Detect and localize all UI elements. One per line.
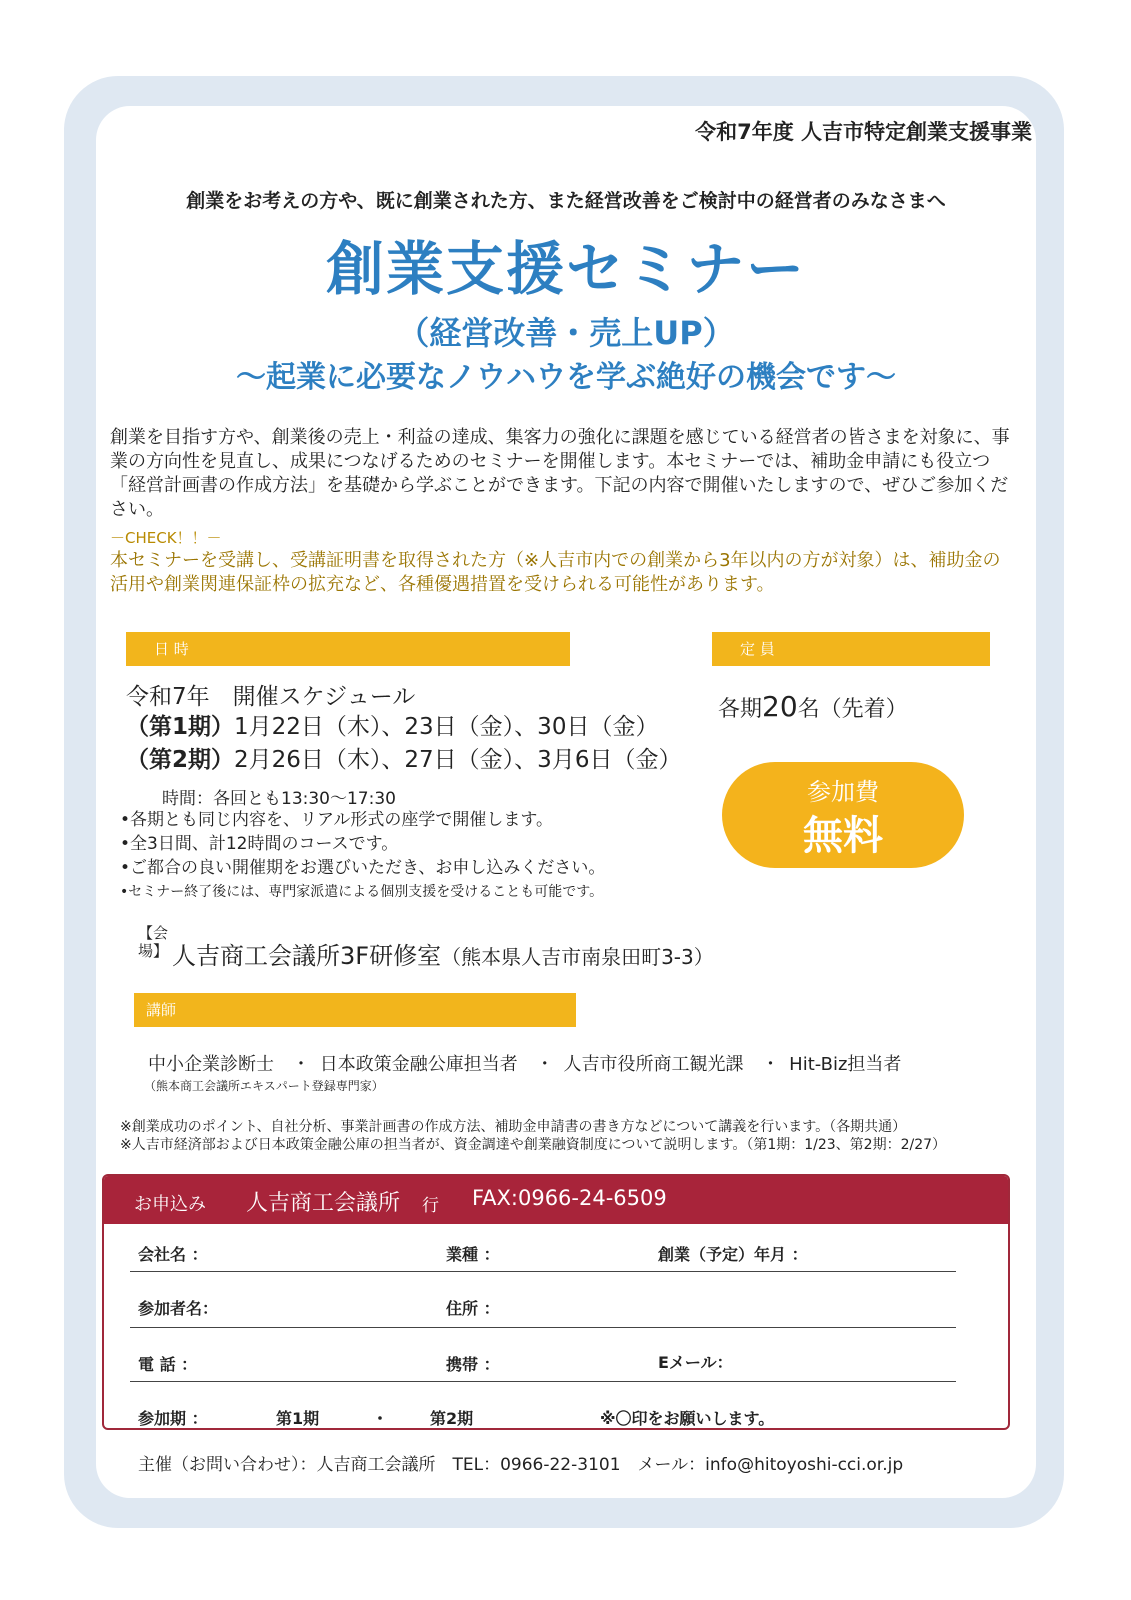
page-subtitle: （経営改善・売上UP） — [397, 314, 735, 352]
organization-line: 令和7年度 人吉市特定創業支援事業 — [695, 120, 1032, 144]
sponsor-contact: 主催（お問い合わせ）：人吉商工会議所 TEL：0966-22-3101 メール：info@hitoyoshi-cci.or.jp — [138, 1455, 904, 1475]
intro-paragraph: 創業を目指す方や、創業後の売上・利益の達成、集客力の強化に課題を感じている経営者の皆さまを対象に、事業の方向性を見直し、成果につなげるためのセミナーを開催します。本セミナーでは、補助金申請にも役立つ「経営計画書の作成方法」を基礎から学ぶことができます。下記の内容で開催いたしますので、ぜひご参加ください。 — [110, 427, 1010, 520]
term2-label: （第2期） — [126, 747, 235, 773]
term1-label: （第1期） — [126, 714, 235, 740]
company-field[interactable]: 会社名 ： — [138, 1245, 208, 1264]
term2-row — [126, 741, 681, 774]
email-field[interactable]: Eメール： — [658, 1353, 733, 1372]
schedule-notes — [120, 808, 605, 904]
fee-label: 参加費 — [807, 778, 879, 806]
fee-value: 無料 — [803, 813, 883, 859]
schedule-note: •ご都合の良い開催期をお選びいただき、お申し込みください。 — [120, 858, 606, 878]
session-time: 時間：各回とも13:30～17:30 — [162, 789, 396, 809]
capacity-prefix: 各期 — [718, 697, 763, 722]
form-header-label: お申込み — [134, 1194, 206, 1215]
form-row-line — [130, 1326, 956, 1328]
catchphrase: ～起業に必要なノウハウを学ぶ絶好の機会です～ — [236, 360, 896, 395]
check-text: 本セミナーを受講し、受講証明書を取得された方（※人吉市内での創業から3年以内の方が対象）は、補助金の活用や創業関連保証枠の拡充など、各種優遇措置を受けられる可能性があります。 — [110, 550, 1001, 595]
application-form — [102, 1174, 1010, 1430]
lecturer-list: 中小企業診断士 ・ 日本政策金融公庫担当者 ・ 人吉市役所商工観光課 ・ Hit-Biz担当者 — [148, 1054, 902, 1075]
lecturer-section-label: 講師 — [134, 993, 576, 1027]
check-heading: －CHECK！！－ — [110, 529, 222, 547]
venue-address: （熊本県人吉市南泉田町3-3） — [441, 945, 714, 969]
schedule-note: •各期とも同じ内容を、リアル形式の座学で開催します。 — [120, 810, 553, 830]
industry-field[interactable]: 業種 ： — [446, 1245, 500, 1264]
form-header-organization: 人吉商工会議所 — [246, 1191, 401, 1216]
page-title: 創業支援セミナー — [325, 235, 806, 303]
capacity-section-label: 定 員 — [712, 632, 990, 666]
form-header — [104, 1176, 1008, 1224]
schedule-note: •セミナー終了後には、専門家派遣による個別支援を受けることも可能です。 — [120, 884, 604, 900]
term2-dates: 2月26日（木）、27日（金）、3月6日（金） — [234, 747, 682, 773]
form-row-line — [130, 1380, 956, 1382]
term-separator: ・ — [372, 1409, 389, 1428]
lecturer-note: （熊本商工会議所エキスパート登録専門家） — [144, 1079, 384, 1093]
term1-dates: 1月22日（木）、23日（金）、30日（金） — [234, 714, 659, 740]
footnote: ※創業成功のポイント、自社分析、事業計画書の作成方法、補助金申請書の書き方などについて講義を行います。（各期共通） — [120, 1119, 907, 1135]
capacity-suffix: 名（先着） — [797, 697, 908, 722]
target-audience: 創業をお考えの方や、既に創業された方、また経営改善をご検討中の経営者のみなさまへ — [186, 190, 946, 212]
term-select-label: 参加期 ： — [138, 1409, 208, 1428]
venue-label: 【会場】 — [138, 924, 169, 960]
term1-option[interactable]: 第1期 — [276, 1409, 320, 1428]
fax-number: FAX:0966-24-6509 — [472, 1186, 667, 1210]
mobile-field[interactable]: 携帯 ： — [446, 1355, 500, 1374]
schedule-heading: 令和7年 開催スケジュール — [126, 684, 416, 710]
schedule-note: •全3日間、計12時間のコースです。 — [120, 834, 399, 854]
footnote: ※人吉市経済部および日本政策金融公庫の担当者が、資金調達や創業融資制度について説明します。（第1期：1/23、第2期：2/27） — [120, 1137, 947, 1153]
participant-field[interactable]: 参加者名： — [138, 1299, 219, 1318]
form-header-dest: 行 — [422, 1196, 439, 1216]
address-field[interactable]: 住所 ： — [446, 1299, 500, 1318]
capacity-number: 20 — [762, 690, 798, 723]
circle-note: ※〇印をお願いします。 — [600, 1409, 775, 1428]
phone-field[interactable]: 電 話 ： — [138, 1355, 198, 1374]
capacity-text — [718, 690, 908, 723]
term1-row — [126, 708, 658, 741]
venue-name: 人吉商工会議所3F研修室 — [172, 942, 442, 970]
founding-date-field[interactable]: 創業（予定）年月 ： — [658, 1245, 808, 1264]
fee-badge — [722, 762, 964, 868]
schedule-section-label: 日 時 — [126, 632, 570, 666]
form-row-line — [130, 1270, 956, 1272]
venue — [172, 936, 714, 971]
term2-option[interactable]: 第2期 — [430, 1409, 474, 1428]
